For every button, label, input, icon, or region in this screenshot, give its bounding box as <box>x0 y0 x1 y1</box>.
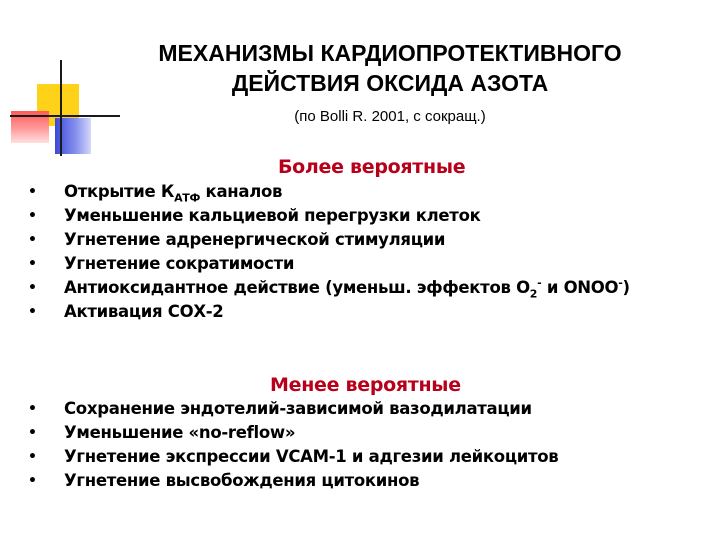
item-text: Угнетение экспрессии VCAM-1 и адгезии лейкоцитов <box>64 447 559 466</box>
item-text: Угнетение сократимости <box>64 254 295 273</box>
item-text-part: каналов <box>200 182 283 201</box>
item-text: Уменьшение кальциевой перегрузки клеток <box>64 206 481 225</box>
title-line-2: ДЕЙСТВИЯ ОКСИДА АЗОТА <box>231 70 549 96</box>
slide-subtitle: (по Bolli R. 2001, с сокращ.) <box>294 108 486 125</box>
item-text: Активация СОХ-2 <box>64 302 224 321</box>
bullet: • <box>28 304 37 320</box>
item-text-part: Антиоксидантное действие (уменьш. эффектов О <box>64 278 530 297</box>
bullet: • <box>28 184 37 200</box>
item-text <box>64 276 630 300</box>
bullet: • <box>28 256 37 272</box>
subscript: 2 <box>529 287 538 301</box>
bullet: • <box>28 280 37 296</box>
bullet: • <box>28 425 37 441</box>
slide-title <box>90 38 690 98</box>
bullet: • <box>28 401 37 417</box>
subscript: АТФ <box>174 191 201 205</box>
item-text <box>64 180 282 204</box>
bullet: • <box>28 232 37 248</box>
heading-less-likely: Менее вероятные <box>270 374 461 396</box>
decor-horizontal-line <box>10 115 120 117</box>
heading-more-likely: Более вероятные <box>278 156 466 178</box>
item-text-part: Открытие К <box>64 182 175 201</box>
decor-vertical-line <box>60 60 62 156</box>
title-line-1: МЕХАНИЗМЫ КАРДИОПРОТЕКТИВНОГО <box>158 40 622 66</box>
bullet: • <box>28 449 37 465</box>
item-text: Сохранение эндотелий-зависимой вазодилатации <box>64 399 532 418</box>
bullet: • <box>28 473 37 489</box>
item-text-part: ) <box>622 278 630 297</box>
item-text: Угнетение адренергической стимуляции <box>64 230 446 249</box>
superscript: - <box>618 276 623 290</box>
item-text: Угнетение высвобождения цитокинов <box>64 471 420 490</box>
item-text-part: и ONOO <box>541 278 619 297</box>
bullet: • <box>28 208 37 224</box>
superscript: - <box>537 276 542 290</box>
item-text: Уменьшение «no-reflow» <box>64 423 296 442</box>
